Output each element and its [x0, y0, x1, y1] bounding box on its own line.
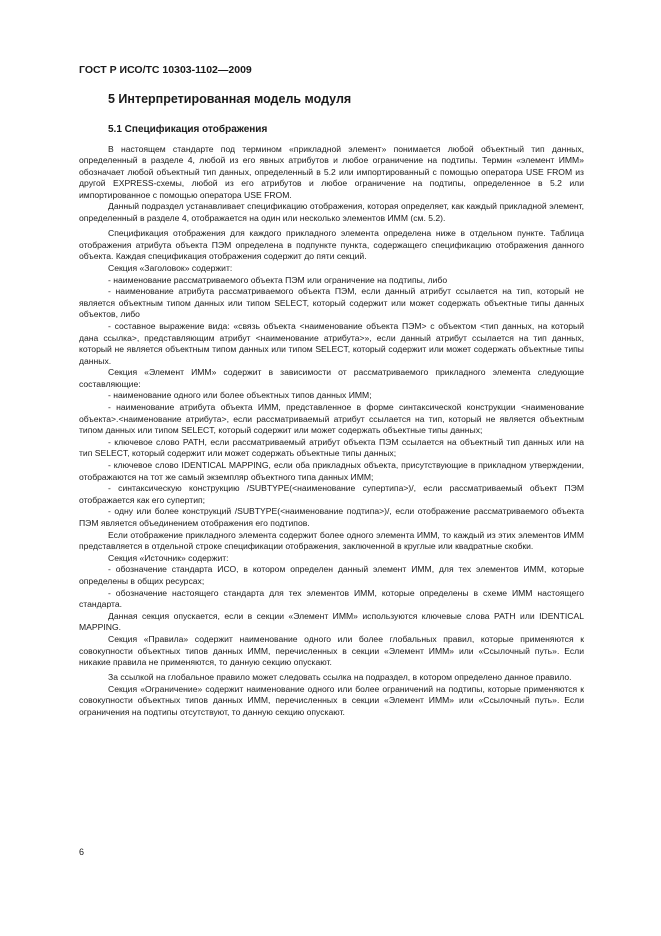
paragraph: За ссылкой на глобальное правило может следовать ссылка на подраздел, в котором определено данное правило.	[108, 672, 572, 683]
paragraph: Секция «Ограничение» содержит наименование одного или более ограничений на подтипы, которые применяются к совокупности объектных типов данных ИММ, перечисленных в секции «Элемент ИММ» или «Ссылочный путь». Если ограничения на подтипы отсутствуют, то данную секцию опускают.	[79, 683, 584, 717]
paragraph: - синтаксическую конструкцию /SUBTYPE(<наименование супертипа>)/, если рассматриваемый объект ПЭМ отображается как его супертип;	[79, 483, 584, 505]
paragraph: Секция «Элемент ИММ» содержит в зависимости от рассматриваемого прикладного элемента следующие составляющие:	[79, 367, 584, 389]
paragraph: - ключевое слово PATH, если рассматриваемый атрибут объекта ПЭМ ссылается на объектный тип данных или на тип SELECT, который содержит или может содержать объектные типы данных;	[79, 436, 584, 459]
paragraph: - обозначение стандарта ИСО, в котором определен данный элемент ИММ, для тех элементов ИММ, которые определены в общих ресурсах;	[79, 564, 584, 586]
subsection-heading: 5.1 Спецификация отображения	[108, 124, 268, 135]
paragraph: Спецификация отображения для каждого прикладного элемента определена ниже в отдельном пункте. Таблица отображения атрибута объекта ПЭМ определена в подпункте пункта, содержащего спецификацию отображения данного объекта. Каждая спецификация отображения содержит до пяти секций.	[79, 228, 584, 262]
paragraph: - наименование атрибута объекта ИММ, представленное в форме синтаксической конструкции <наименование объекта>.<наименование атрибута>, если рассматриваемый атрибут ссылается на тип, который не является объектным типом данных или типом SELECT, который содержит или может содержать объектные типы данных;	[79, 402, 584, 436]
paragraph: Данная секция опускается, если в секции «Элемент ИММ» используются ключевые слова PATH или IDENTICAL MAPPING.	[79, 610, 584, 633]
paragraph: В настоящем стандарте под термином «прикладной элемент» понимается любой объектный тип данных, определенный в разделе 4, любой из его явных атрибутов и любое ограничение на подтипы. Термин «элемент ИММ» обозначает любой объектный тип данных, определенный в 5.2 или импортированный с помощью оператора USE FROM из другой EXPRESS-схемы, любой из его атрибутов и любое ограничение на подтипы, определенное в 5.2 или импортированное с помощью оператора USE FROM.	[79, 143, 584, 200]
page-number: 6	[79, 847, 85, 857]
paragraph: - наименование одного или более объектных типов данных ИММ;	[108, 390, 372, 401]
paragraph: - ключевое слово IDENTICAL MAPPING, если оба прикладных объекта, присутствующие в прикладном утверждении, отображаются на тот же самый экземпляр объектного типа данных ИММ;	[79, 460, 584, 482]
paragraph: - наименование рассматриваемого объекта ПЭМ или ограничение на подтипы, либо	[108, 274, 448, 285]
paragraph: Секция «Заголовок» содержит:	[108, 262, 233, 273]
body-text	[79, 140, 584, 719]
paragraph: Данный подраздел устанавливает спецификацию отображения, которая определяет, как каждый прикладной элемент, определенный в разделе 4, отображается на один или несколько элементов ИММ (см. 5.2).	[79, 201, 584, 224]
document-header: ГОСТ Р ИСО/ТС 10303-1102—2009	[79, 64, 252, 76]
paragraph: Секция «Правила» содержит наименование одного или более глобальных правил, которые применяются к совокупности объектных типов данных ИММ, перечисленных в секции «Элемент ИММ» или «Ссылочный путь». Если никакие правила не применяются, то данную секцию опускают.	[79, 633, 584, 668]
section-heading: 5 Интерпретированная модель модуля	[108, 92, 352, 106]
paragraph: Если отображение прикладного элемента содержит более одного элемента ИММ, то каждый из этих элементов ИММ представляется в отдельной строке спецификации отображения, заключенной в круглые или квадратные скобки.	[79, 529, 584, 552]
paragraph: - одну или более конструкций /SUBTYPE(<наименование подтипа>)/, если отображение рассматриваемого объекта ПЭМ является объединением отображения его подтипов.	[79, 506, 584, 528]
paragraph: - наименование атрибута рассматриваемого объекта ПЭМ, если данный атрибут ссылается на тип, который не является объектным типом данных или типом SELECT, который содержит или может содержать объектные типы данных объектов, либо	[79, 286, 584, 320]
paragraph: - составное выражение вида: «связь объекта <наименование объекта ПЭМ> с объектом <тип данных, на который дана ссылка>, представляющим атрибут <наименование атрибута>», если данный атрибут ссылается на тип данных, который не является объектным типом данных или типом SELECT, который содержит или может содержать объектные типы данных.	[79, 320, 584, 366]
paragraph: Секция «Источник» содержит:	[108, 552, 229, 563]
paragraph: - обозначение настоящего стандарта для тех элементов ИММ, которые определены в схеме ИММ настоящего стандарта.	[79, 587, 584, 610]
